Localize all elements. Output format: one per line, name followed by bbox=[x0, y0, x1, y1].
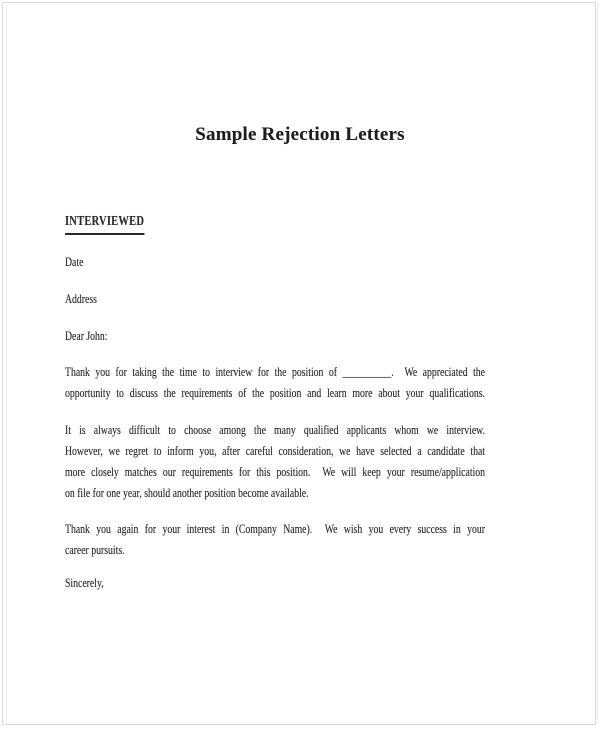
letter-line: It is always difficult to choose among the many qualified applicants whom we interview. bbox=[65, 422, 485, 437]
letter-line: However, we regret to inform you, after careful consideration, we have selected a candidate that bbox=[65, 443, 485, 458]
letter-line: on file for one year, should another position become available. bbox=[65, 485, 309, 500]
letter-line: Thank you again for your interest in (Company Name). We wish you every success in your bbox=[65, 521, 485, 536]
paragraph-regret bbox=[65, 419, 485, 503]
paragraph-closing-thanks bbox=[65, 518, 485, 560]
section-heading-interviewed: INTERVIEWED bbox=[65, 211, 144, 235]
scan-artifact-line-right bbox=[597, 3, 598, 724]
letter-body bbox=[65, 0, 485, 730]
scan-artifact-line-left bbox=[6, 3, 7, 724]
closing-sincerely: Sincerely, bbox=[65, 575, 104, 590]
date-placeholder: Date bbox=[65, 254, 84, 269]
paragraph-thank-you bbox=[65, 361, 485, 403]
address-placeholder: Address bbox=[65, 291, 97, 306]
letter-line: opportunity to discuss the requirements of the position and learn more about your qualifications. bbox=[65, 385, 485, 400]
salutation: Dear John: bbox=[65, 328, 108, 343]
document-title: Sample Rejection Letters bbox=[195, 124, 405, 145]
letter-line: Thank you for taking the time to interview for the position of __________. We appreciated the bbox=[65, 364, 485, 379]
letter-line: career pursuits. bbox=[65, 542, 125, 557]
letter-line: more closely matches our requirements for this position. We will keep your resume/application bbox=[65, 464, 485, 479]
